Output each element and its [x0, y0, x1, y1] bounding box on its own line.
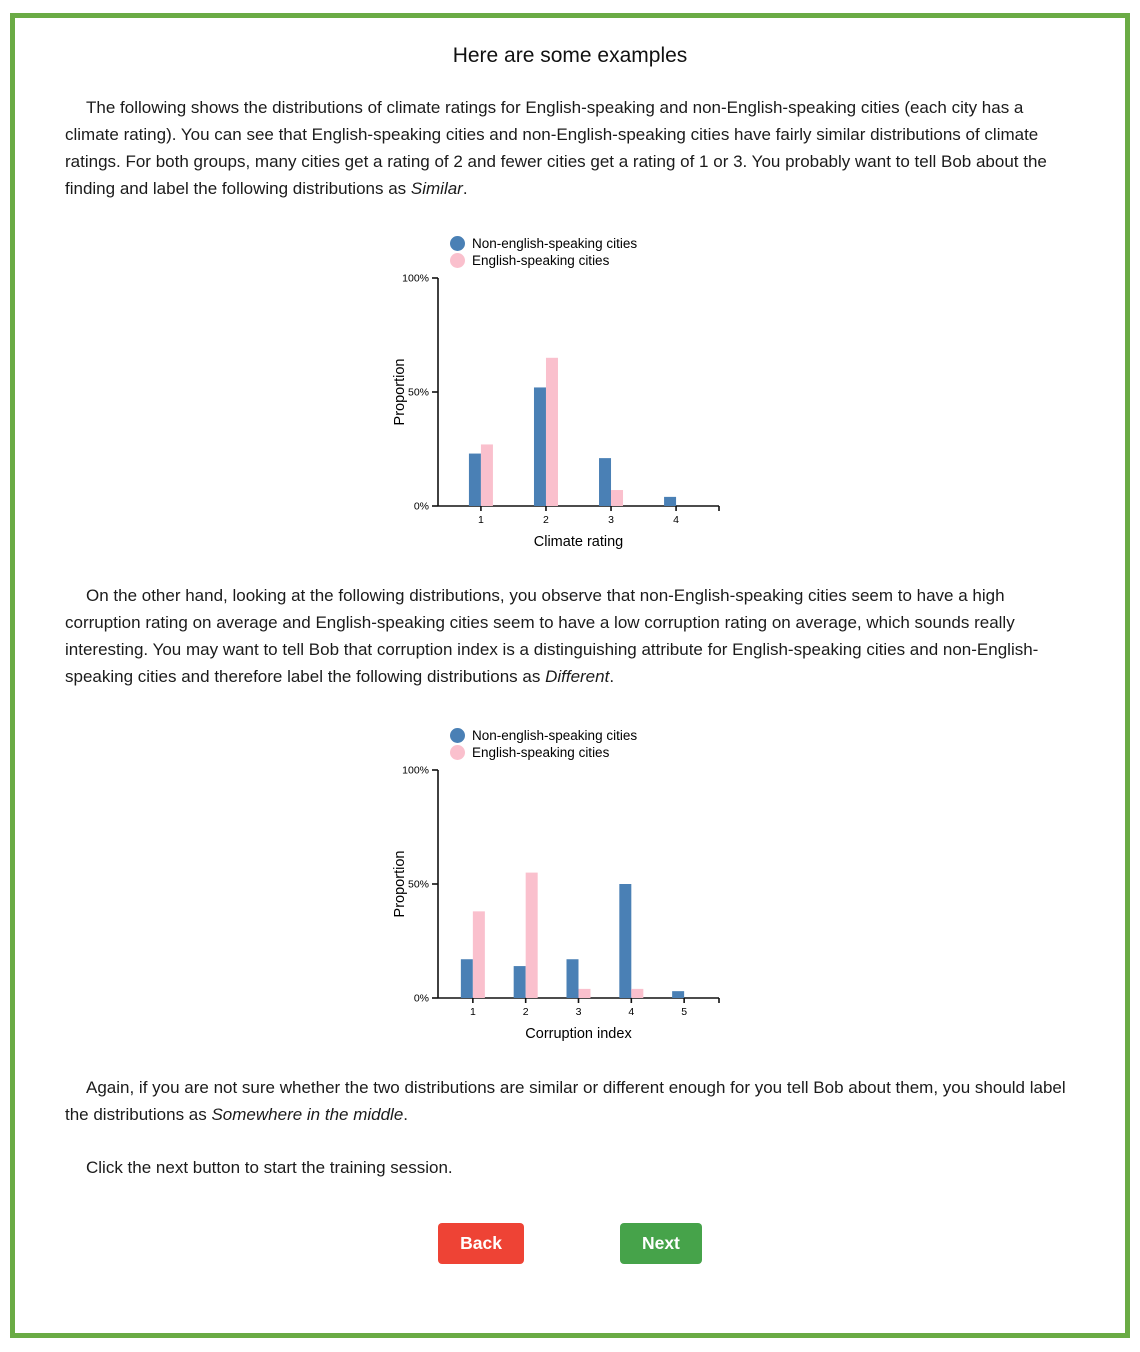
middle-paragraph [65, 1074, 1075, 1128]
chart-legend [450, 728, 730, 760]
bar [672, 991, 684, 998]
climate-rating-chart [390, 236, 730, 556]
x-tick-label: 4 [628, 1006, 635, 1018]
intro-paragraph [65, 94, 1075, 202]
middle-text: Again, if you are not sure whether the two distributions are similar or different enough for you tell Bob about them, you should label the distributions as [65, 1078, 1066, 1124]
bar [526, 873, 538, 998]
intro-text: The following shows the distributions of climate ratings for English-speaking and non-English-speaking cities (each city has a climate rating). You can see that English-speaking cities and non-English-speaking cities have fairly similar distributions of climate ratings. For both groups, many cities get a rating of 2 and fewer cities get a rating of 1 or 3. You probably want to tell Bob about the finding and label the following distributions as [65, 98, 1047, 198]
bar-chart-svg [390, 764, 730, 1048]
back-button[interactable]: Back [438, 1223, 524, 1264]
legend-item [450, 236, 730, 251]
different-paragraph [65, 582, 1075, 690]
different-text: On the other hand, looking at the following distributions, you observe that non-English-speaking cities seem to have a high corruption rating on average and English-speaking cities seem to have a low corruption rating on average, which sounds really interesting. You may want to tell Bob that corruption index is a distinguishing attribute for English-speaking cities and non-English-speaking cities and therefore label the following distributions as [65, 586, 1039, 686]
y-tick-label: 100% [402, 764, 429, 777]
x-tick-label: 3 [575, 1006, 582, 1018]
different-italic-label: Different [545, 667, 610, 686]
bar [469, 454, 481, 506]
different-suffix: . [609, 667, 615, 686]
bar [534, 387, 546, 506]
y-axis-label: Proportion [392, 850, 408, 918]
bar [514, 966, 526, 998]
legend-swatch-icon [450, 253, 465, 268]
x-tick-label: 2 [522, 1006, 529, 1018]
y-tick-label: 0% [413, 500, 429, 513]
legend-label: English-speaking cities [472, 253, 610, 268]
button-row [65, 1223, 1075, 1264]
bar [579, 989, 591, 998]
y-tick-label: 50% [407, 386, 429, 399]
x-tick-label: 1 [478, 514, 484, 526]
y-tick-label: 100% [402, 272, 429, 285]
legend-label: Non-english-speaking cities [472, 728, 638, 743]
legend-item [450, 253, 730, 268]
legend-item [450, 745, 730, 760]
bar [481, 444, 493, 506]
legend-label: Non-english-speaking cities [472, 236, 638, 251]
bar-chart-svg [390, 272, 730, 556]
bar [619, 884, 631, 998]
legend-item [450, 728, 730, 743]
page-title: Here are some examples [452, 44, 688, 67]
y-tick-label: 0% [413, 992, 429, 1005]
middle-italic-label: Somewhere in the middle [211, 1105, 404, 1124]
bar [546, 358, 558, 506]
y-axis-label: Proportion [392, 358, 408, 426]
bar [611, 490, 623, 506]
bar [473, 911, 485, 998]
bar [664, 497, 676, 506]
x-axis-label: Climate rating [533, 534, 624, 550]
bar [567, 959, 579, 998]
x-tick-label: 3 [608, 514, 614, 526]
x-tick-label: 5 [681, 1006, 688, 1018]
next-button[interactable]: Next [620, 1223, 702, 1264]
next-instruction-paragraph: Click the next button to start the training session. [86, 1158, 453, 1177]
bar [631, 989, 643, 998]
page-frame [10, 13, 1130, 1338]
legend-swatch-icon [450, 236, 465, 251]
intro-suffix: . [462, 179, 468, 198]
legend-swatch-icon [450, 745, 465, 760]
middle-suffix: . [403, 1105, 409, 1124]
y-tick-label: 50% [407, 878, 429, 891]
bar [461, 959, 473, 998]
legend-label: English-speaking cities [472, 745, 610, 760]
chart-legend [450, 236, 730, 268]
intro-italic-label: Similar [410, 179, 463, 198]
x-tick-label: 4 [673, 514, 679, 526]
x-tick-label: 2 [543, 514, 549, 526]
x-axis-label: Corruption index [525, 1026, 632, 1042]
x-tick-label: 1 [469, 1006, 476, 1018]
legend-swatch-icon [450, 728, 465, 743]
bar [599, 458, 611, 506]
corruption-index-chart [390, 728, 730, 1048]
